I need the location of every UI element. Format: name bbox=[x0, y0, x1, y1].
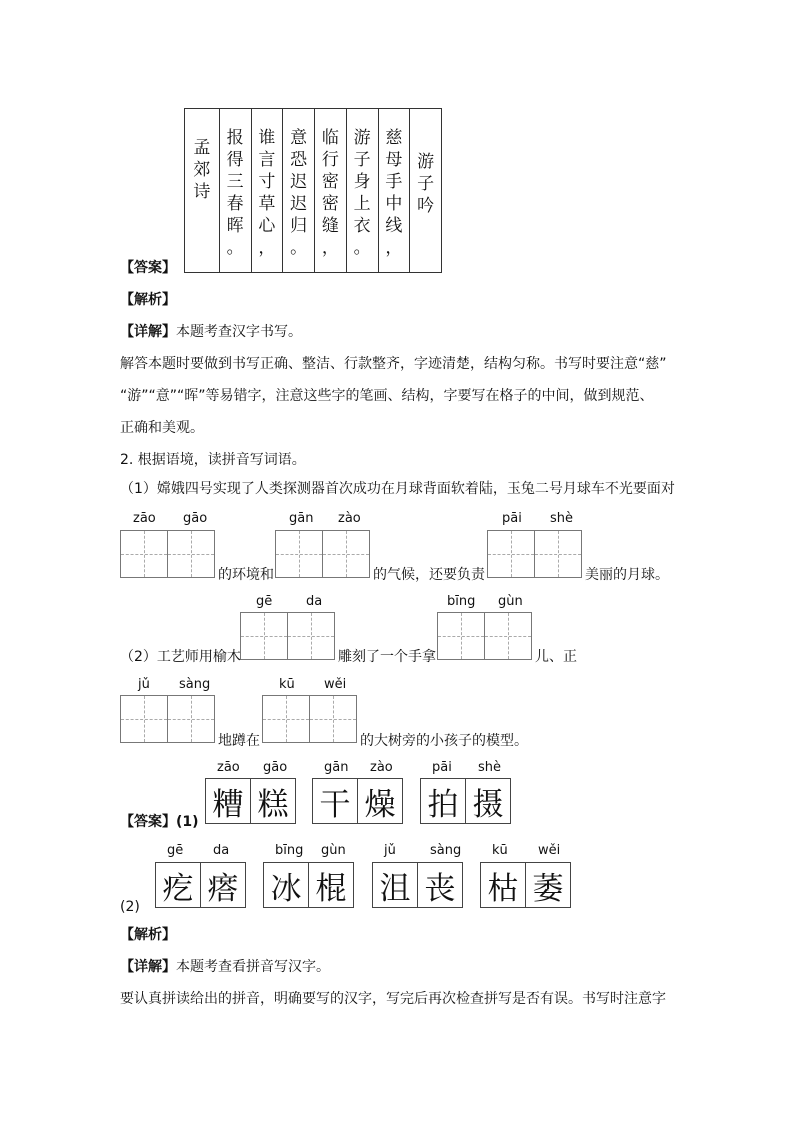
answer-char: 拍 bbox=[420, 778, 466, 824]
poem-char: ， bbox=[258, 238, 276, 258]
poem-char: 子 bbox=[353, 150, 371, 170]
last-line: 要认真拼读给出的拼音，明确要写的汉字，写完后再次检查拼写是否有误。书写时注意字 bbox=[120, 991, 666, 1007]
poem-char: 上 bbox=[353, 194, 371, 214]
answer-word-box bbox=[205, 778, 295, 824]
poem-column bbox=[409, 109, 441, 272]
para1-line3: 正确和美观。 bbox=[120, 420, 204, 436]
poem-char: 手 bbox=[385, 172, 403, 192]
pinyin-bing: bīng bbox=[447, 594, 476, 609]
detail-line bbox=[120, 322, 302, 342]
answer-pinyin: pāi bbox=[432, 760, 452, 775]
answer-pinyin: wěi bbox=[538, 843, 561, 858]
answer-word-box bbox=[155, 862, 245, 908]
poem-char: 。 bbox=[226, 238, 244, 258]
detail2-line bbox=[120, 957, 330, 977]
poem-char: 意 bbox=[290, 128, 308, 148]
poem-char: 晖 bbox=[226, 216, 244, 236]
question-2-1-text: （1）嫦娥四号实现了人类探测器首次成功在月球背面软着陆，玉兔二号月球车不光要面对 bbox=[120, 481, 675, 497]
answer-char: 丧 bbox=[417, 862, 463, 908]
pinyin-gan: gān bbox=[289, 511, 314, 526]
poem-char: 孟 bbox=[193, 138, 211, 158]
poem-char: 归 bbox=[290, 216, 308, 236]
poem-column bbox=[314, 109, 346, 272]
poem-char: ， bbox=[385, 238, 403, 258]
answer-char: 沮 bbox=[372, 862, 418, 908]
answer-box-zaogao[interactable] bbox=[120, 530, 214, 578]
poem-char: 寸 bbox=[258, 172, 276, 192]
q2-seg4: 的大树旁的小孩子的模型。 bbox=[360, 733, 528, 749]
poem-char: 慈 bbox=[385, 128, 403, 148]
answer-pinyin: zào bbox=[370, 760, 393, 775]
poem-char: 母 bbox=[385, 150, 403, 170]
poem-char: 三 bbox=[226, 172, 244, 192]
answer-pinyin: gùn bbox=[321, 843, 346, 858]
poem-char: 谁 bbox=[258, 128, 276, 148]
poem-column bbox=[346, 109, 378, 272]
answer-word-box bbox=[312, 778, 402, 824]
pinyin-sang: sàng bbox=[179, 677, 211, 692]
poem-char: 郊 bbox=[193, 160, 211, 180]
answer-label: 【答案】 bbox=[120, 260, 176, 276]
pinyin-pai: pāi bbox=[502, 511, 522, 526]
answer-pinyin: zāo bbox=[217, 760, 240, 775]
pinyin-gun: gùn bbox=[498, 594, 523, 609]
pinyin-ge: gē bbox=[256, 594, 273, 609]
answer-char: 枯 bbox=[480, 862, 526, 908]
poem-column bbox=[251, 109, 283, 272]
answer-char: 摄 bbox=[465, 778, 511, 824]
detail2-text: 本题考查看拼音写汉字。 bbox=[176, 959, 330, 975]
q1-seg3: 美丽的月球。 bbox=[585, 567, 669, 583]
answer-pinyin: gē bbox=[167, 843, 184, 858]
answer-pinyin: bīng bbox=[275, 843, 304, 858]
poem-char: 密 bbox=[321, 172, 339, 192]
answer-pinyin: shè bbox=[478, 760, 502, 775]
q1-seg2: 的气候，还要负责 bbox=[373, 567, 485, 583]
detail2-label: 【详解】 bbox=[120, 959, 176, 975]
pinyin-zao2: zào bbox=[338, 511, 361, 526]
para1-line1: 解答本题时要做到书写正确、整洁、行款整齐，字迹清楚，结构匀称。书写时要注意“慈” bbox=[120, 356, 667, 372]
q2-seg1: 雕刻了一个手拿 bbox=[338, 649, 436, 665]
poem-column bbox=[378, 109, 410, 272]
pinyin-ku: kū bbox=[279, 677, 295, 692]
answer-word-box bbox=[372, 862, 462, 908]
poem-char: 缝 bbox=[321, 216, 339, 236]
poem-char: 中 bbox=[385, 194, 403, 214]
answer-pinyin: gāo bbox=[263, 760, 288, 775]
answer-char: 燥 bbox=[357, 778, 403, 824]
answer-pinyin: da bbox=[213, 843, 230, 858]
answer2-label2: (2) bbox=[120, 899, 140, 915]
pinyin-she: shè bbox=[550, 511, 574, 526]
poem-column bbox=[185, 109, 219, 272]
para1-line2: “游”“意”“晖”等易错字，注意这些字的笔画、结构，字要写在格子的中间，做到规范、 bbox=[120, 388, 654, 404]
answer-word-box bbox=[420, 778, 510, 824]
poem-char: 临 bbox=[321, 128, 339, 148]
poem-column bbox=[282, 109, 314, 272]
pinyin-gao: gāo bbox=[183, 511, 208, 526]
poem-char: 诗 bbox=[193, 182, 211, 202]
answer-char: 萎 bbox=[525, 862, 571, 908]
poem-char: 得 bbox=[226, 150, 244, 170]
pinyin-wei: wěi bbox=[324, 677, 347, 692]
q1-seg1: 的环境和 bbox=[218, 567, 274, 583]
poem-char: 报 bbox=[226, 128, 244, 148]
poem-char: 。 bbox=[290, 238, 308, 258]
poem-char: 身 bbox=[353, 172, 371, 192]
q2-seg3: 地蹲在 bbox=[218, 733, 260, 749]
answer-char: 干 bbox=[312, 778, 358, 824]
poem-char: 。 bbox=[353, 238, 371, 258]
poem-column bbox=[219, 109, 251, 272]
poem-char: 心 bbox=[258, 216, 276, 236]
q2-prefix: （2）工艺师用榆木 bbox=[120, 649, 241, 665]
answer2-label: 【答案】(1) bbox=[120, 814, 199, 830]
q2-seg2: 儿、正 bbox=[535, 649, 577, 665]
poem-char: 密 bbox=[321, 194, 339, 214]
answer-box-ganzao[interactable] bbox=[275, 530, 369, 578]
detail-text: 本题考查汉字书写。 bbox=[176, 324, 302, 340]
poem-char: 游 bbox=[353, 128, 371, 148]
poem-char: 春 bbox=[226, 194, 244, 214]
poem-char: 迟 bbox=[290, 172, 308, 192]
pinyin-da: da bbox=[306, 594, 323, 609]
detail-label: 【详解】 bbox=[120, 324, 176, 340]
question-2-title: 2. 根据语境，读拼音写词语。 bbox=[120, 452, 306, 468]
answer-word-box bbox=[263, 862, 353, 908]
pinyin-ju: jǔ bbox=[138, 677, 150, 692]
answer-char: 瘩 bbox=[200, 862, 246, 908]
answer-word-box bbox=[480, 862, 570, 908]
analysis-label: 【解析】 bbox=[120, 292, 176, 308]
poem-char: 衣 bbox=[353, 216, 371, 236]
pinyin-zao: zāo bbox=[133, 511, 156, 526]
answer-box-jusang[interactable] bbox=[120, 695, 214, 743]
answer-char: 糟 bbox=[205, 778, 251, 824]
poem-char: 恐 bbox=[290, 150, 308, 170]
poem-char: 言 bbox=[258, 150, 276, 170]
answer-char: 棍 bbox=[308, 862, 354, 908]
poem-char: 子 bbox=[417, 174, 435, 194]
poem-char: ， bbox=[321, 238, 339, 258]
poem-char: 游 bbox=[417, 152, 435, 172]
poem-char: 行 bbox=[321, 150, 339, 170]
answer-pinyin: gān bbox=[324, 760, 349, 775]
analysis2-label: 【解析】 bbox=[120, 927, 176, 943]
answer-box-binggun[interactable] bbox=[437, 612, 531, 660]
answer-box-kuwei[interactable] bbox=[262, 695, 356, 743]
poem-char: 草 bbox=[258, 194, 276, 214]
answer-char: 疙 bbox=[155, 862, 201, 908]
answer-box-geda[interactable] bbox=[240, 612, 334, 660]
answer-char: 冰 bbox=[263, 862, 309, 908]
poem-char: 迟 bbox=[290, 194, 308, 214]
answer-box-paishe[interactable] bbox=[487, 530, 581, 578]
poem-char: 线 bbox=[385, 216, 403, 236]
answer-pinyin: kū bbox=[492, 843, 508, 858]
answer-pinyin: jǔ bbox=[384, 843, 396, 858]
poem-grid bbox=[184, 108, 442, 273]
answer-pinyin: sàng bbox=[430, 843, 462, 858]
answer-char: 糕 bbox=[250, 778, 296, 824]
poem-char: 吟 bbox=[417, 196, 435, 216]
